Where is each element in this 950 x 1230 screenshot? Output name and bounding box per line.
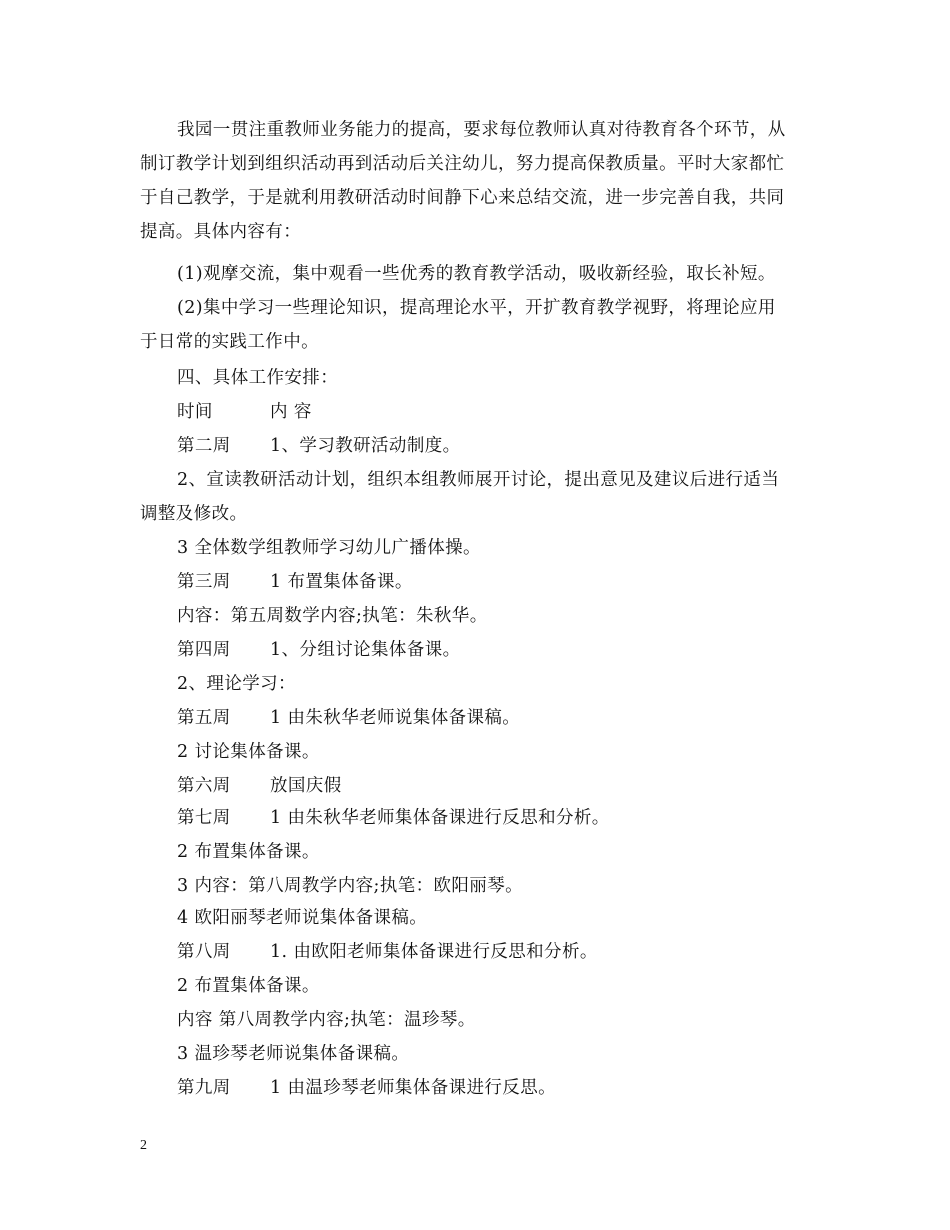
- list-item-2-cont: 于日常的实践工作中。: [140, 332, 319, 352]
- week-content: 1 由温珍琴老师集体备课进行反思。: [270, 1078, 556, 1098]
- paragraph-line: 提高。具体内容有：: [140, 222, 302, 242]
- schedule-text: 内容 第八周教学内容;执笔：温珍琴。: [177, 1010, 476, 1030]
- schedule-row: [177, 976, 857, 996]
- week-label: 第三周: [177, 572, 231, 592]
- schedule-row: [177, 572, 857, 592]
- schedule-row: [177, 640, 857, 660]
- schedule-text: 调整及修改。: [140, 504, 248, 524]
- schedule-row: [177, 674, 857, 694]
- paragraph-line: 于自己教学，于是就利用教研活动时间静下心来总结交流，进一步完善自我，共同: [140, 188, 785, 208]
- schedule-row: [177, 876, 857, 896]
- schedule-row: [177, 538, 857, 558]
- section-heading: 四、具体工作安排：: [177, 368, 339, 388]
- week-label: 第八周: [177, 942, 231, 962]
- schedule-row: [177, 708, 857, 728]
- week-content: 1、学习教研活动制度。: [270, 436, 461, 456]
- schedule-text: 4 欧阳丽琴老师说集体备课稿。: [177, 908, 428, 928]
- week-label: 第九周: [177, 1078, 231, 1098]
- week-label: 第六周: [177, 776, 231, 796]
- schedule-text: 2 布置集体备课。: [177, 842, 320, 862]
- schedule-row: [177, 776, 857, 796]
- schedule-row: [177, 742, 857, 762]
- schedule-text: 2 布置集体备课。: [177, 976, 320, 996]
- schedule-row: [177, 842, 857, 862]
- week-content: 1. 由欧阳老师集体备课进行反思和分析。: [270, 942, 598, 962]
- schedule-text: 3 全体数学组教师学习幼儿广播体操。: [177, 538, 481, 558]
- list-item-1: (1)观摩交流，集中观看一些优秀的教育教学活动，吸收新经验，取长补短。: [177, 264, 776, 284]
- schedule-row: [177, 908, 857, 928]
- schedule-row: [177, 470, 857, 490]
- list-item-2: (2)集中学习一些理论知识，提高理论水平，开扩教育教学视野，将理论应用: [177, 298, 776, 318]
- week-content: 放国庆假: [270, 776, 342, 796]
- schedule-row: [177, 1044, 857, 1064]
- week-label: 第七周: [177, 808, 231, 828]
- header-content: 内 容: [270, 402, 312, 422]
- schedule-row: [177, 436, 857, 456]
- schedule-text: 2、宣读教研活动计划，组织本组教师展开讨论，提出意见及建议后进行适当: [177, 470, 780, 490]
- week-label: 第五周: [177, 708, 231, 728]
- schedule-row: [177, 942, 857, 962]
- paragraph-line: 我园一贯注重教师业务能力的提高，要求每位教师认真对待教育各个环节，从: [177, 120, 786, 140]
- week-content: 1 由朱秋华老师集体备课进行反思和分析。: [270, 808, 610, 828]
- schedule-text: 3 内容：第八周教学内容;执笔：欧阳丽琴。: [177, 876, 523, 896]
- week-content: 1、分组讨论集体备课。: [270, 640, 461, 660]
- table-header: [177, 402, 857, 422]
- schedule-text: 3 温珍琴老师说集体备课稿。: [177, 1044, 410, 1064]
- week-label: 第二周: [177, 436, 231, 456]
- schedule-text: 2、理论学习：: [177, 674, 296, 694]
- schedule-row: [177, 1010, 857, 1030]
- week-content: 1 布置集体备课。: [270, 572, 413, 592]
- schedule-row: [140, 504, 820, 524]
- schedule-text: 2 讨论集体备课。: [177, 742, 320, 762]
- paragraph-line: 制订教学计划到组织活动再到活动后关注幼儿，努力提高保教质量。平时大家都忙: [140, 154, 785, 174]
- week-label: 第四周: [177, 640, 231, 660]
- schedule-text: 内容：第五周数学内容;执笔：朱秋华。: [177, 606, 488, 626]
- header-time: 时间: [177, 402, 213, 422]
- schedule-row: [177, 606, 857, 626]
- schedule-row: [177, 1078, 857, 1098]
- schedule-row: [177, 808, 857, 828]
- week-content: 1 由朱秋华老师说集体备课稿。: [270, 708, 521, 728]
- page-number: 2: [140, 1138, 147, 1153]
